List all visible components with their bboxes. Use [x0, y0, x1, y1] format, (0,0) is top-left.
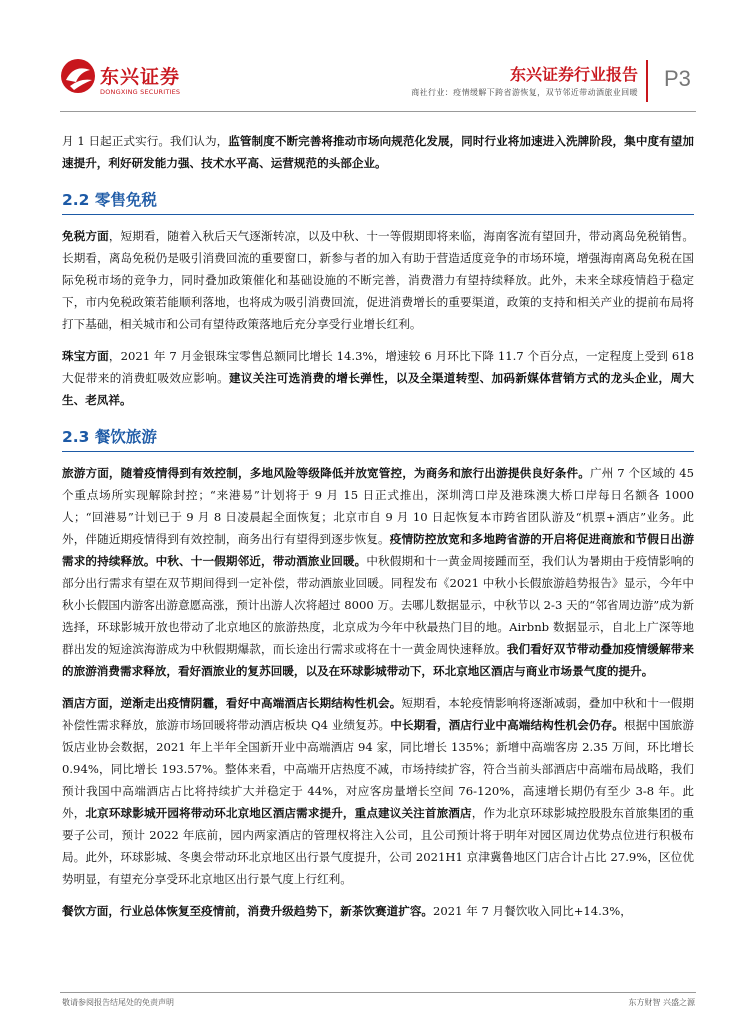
logo-text-cn: 东兴证券	[100, 66, 181, 88]
footer-disclaimer: 敬请参阅报告结尾处的免责声明	[62, 998, 174, 1007]
jewelry-conclusion: 建议关注可选消费的增长弹性，以及全渠道转型、加码新媒体营销方式的龙头企业，周大生、老凤祥。	[62, 371, 694, 407]
header-rule	[60, 111, 696, 112]
tourism-paragraph	[62, 462, 694, 682]
tourism-conclusion: 我们看好双节带动叠加疫情缓解带来的旅游消费需求释放，看好酒旅业的复苏回暖，以及在环球影城带动下，环北京地区酒店与商业市场景气度的提升。	[62, 642, 694, 678]
tourism-lead: 旅游方面，随着疫情得到有效控制，多地风险等级降低并放宽管控，为商务和旅行出游提供良好条件。	[62, 466, 590, 480]
tourism-text-2: 中秋假期和十一黄金周接踵而至，我们认为暑期由于疫情影响的部分出行需求有望在双节期间得到一定补偿，带动酒旅业回暖。同程发布《2021 中秋小长假旅游趋势报告》显示，今年中秋小长假国内游客出游意愿高涨，预计出游人次将超过 8000 万。去哪儿数据显示，中秋节以 2-3 天的“邻省周边游”成为新选择，环球影城开放也带动了北京地区的旅游热度，北京成为今年中秋最热门目的地。Airbnb 数据显示，自北上广深等地群出发的短途滨海游成为中秋假期爆款，而长途出行需求或将在十一黄金周快速释放。	[62, 554, 694, 656]
catering-text: 2021 年 7 月餐饮收入同比+14.3%，	[433, 904, 632, 918]
intro-text: 月 1 日起正式实行。我们认为，	[62, 134, 229, 148]
report-subtitle: 商社行业：疫情缓解下跨省游恢复，双节邻近带动酒旅业回暖	[411, 88, 638, 97]
logo-mark-icon	[60, 58, 96, 94]
section-title-catering: 2.3 餐饮旅游	[62, 425, 694, 452]
jewelry-paragraph	[62, 345, 694, 411]
company-logo	[60, 58, 184, 108]
main-content	[62, 130, 694, 922]
intro-bold: 监管制度不断完善将推动市场向规范化发展，同时行业将加速进入洗牌阶段，集中度有望加速提升，利好研发能力强、技术水平高、运营规范的头部企业。	[62, 134, 695, 170]
jewelry-text: ，2021 年 7 月金银珠宝零售总额同比增长 14.3%，增速较 6 月环比下降 11.7 个百分点，一定程度上受到 618 大促带来的消费虹吸效应影响。	[62, 349, 694, 385]
page-header	[0, 0, 755, 112]
tourism-bold-2: 疫情防控放宽和多地跨省游的开启将促进商旅和节假日出游需求的持续释放。中秋、十一假期邻近，带动酒旅业回暖。	[62, 532, 694, 568]
section-title-retail: 2.2 零售免税	[62, 188, 694, 215]
dutyfree-text: ，短期看，随着入秋后天气逐渐转凉，以及中秋、十一等假期即将来临，海南客流有望回升，带动离岛免税销售。长期看，离岛免税仍是吸引消费回流的重要窗口，新参与者的加入有助于营造适度竞争的市场环境，增强海南离岛免税在国际免税市场的竞争力，同时叠加政策催化和基础设施的不断完善，消费潜力有望持续释放。此外，未来全球疫情趋于稳定下，市内免税政策若能顺利落地，也将成为吸引消费回流，促进消费增长的重要渠道，政策的支持和相关产业的提前布局将打下基础，相关城市和公司有望待政策落地后充分享受行业增长红利。	[62, 229, 694, 331]
catering-lead: 餐饮方面，行业总体恢复至疫情前，消费升级趋势下，新茶饮赛道扩容。	[62, 904, 434, 918]
dutyfree-paragraph	[62, 225, 694, 335]
intro-paragraph	[62, 130, 694, 174]
header-divider	[646, 60, 648, 102]
page-number: P3	[664, 66, 691, 91]
jewelry-lead: 珠宝方面	[62, 349, 109, 363]
hotel-bold-2: 中长期看，酒店行业中高端结构性机会仍存。	[390, 718, 624, 732]
report-title: 东兴证券行业报告	[509, 65, 638, 84]
dutyfree-lead: 免税方面	[62, 229, 109, 243]
tourism-text-1: 广州 7 个区域的 45 个重点场所实现解除封控；“来港易”计划将于 9 月 15 日正式推出，深圳湾口岸及港珠澳大桥口岸每日名额各 1000 人；“回港易”计划已于 9 月 8 日凌晨起全面恢复；北京市自 9 月 10 日起恢复本市跨省团队游及“机票+酒店”业务。此外，伴随近期疫情得到有效控制，商务出行有望得到逐步恢复。	[62, 466, 695, 546]
logo-text-en: DONGXING SECURITIES	[100, 88, 181, 96]
hotel-paragraph	[62, 692, 694, 890]
hotel-text-1: 短期看，本轮疫情影响将逐渐减弱，叠加中秋和十一假期补偿性需求释放，旅游市场回暖将带动酒店板块 Q4 业绩复苏。	[62, 696, 694, 732]
hotel-lead: 酒店方面，逆渐走出疫情阴霾，看好中高端酒店长期结构性机会。	[62, 696, 402, 710]
hotel-bold-3: 北京环球影城开园将带动环北京地区酒店需求提升，重点建议关注首旅酒店	[85, 806, 472, 820]
catering-paragraph	[62, 900, 694, 922]
hotel-text-2: 根据中国旅游饭店业协会数据，2021 年上半年全国新开业中高端酒店 94 家，同比增长 135%；新增中高端客房 2.35 万间，环比增长 0.94%，同比增长 193.57%。整体来看，中高端开店热度不减，市场持续扩容，符合当前头部酒店中高端布局战略，我们预计我国中高端酒店占比将持续扩大并稳定于 44%，对应客房量增长空间 76-120%，高速增长期仍有至少 3-8 年。此外，	[62, 718, 694, 820]
footer-slogan: 东方财智 兴盛之源	[628, 998, 695, 1007]
footer-rule	[60, 992, 696, 993]
hotel-text-3: ，作为北京环球影城控股股东首旅集团的重要子公司，预计 2022 年底前，园内两家酒店的管理权将注入公司，且公司预计将于明年对园区周边优势点位进行积极布局。此外，环球影城、冬奥会带动环北京地区出行景气度提升，公司 2021H1 京津冀鲁地区门店合计占比 27.9%，区位优势明显，有望充分享受环北京地区出行景气度上行红利。	[62, 806, 694, 886]
